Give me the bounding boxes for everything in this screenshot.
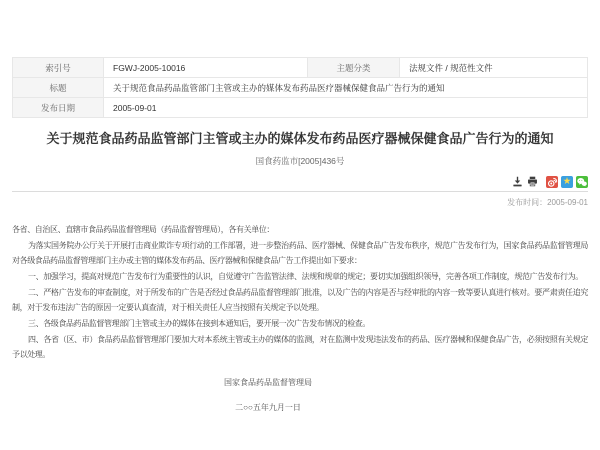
meta-label-index: 索引号 [13,58,104,78]
table-row [13,78,588,98]
table-row [13,58,588,78]
divider [12,191,588,192]
paragraph-item-3: 三、各级食品药品监督管理部门主管或主办的媒体在接到本通知后，要开展一次广告发布情况的检查。 [28,319,370,328]
meta-value-category: 法规文件 / 规范性文件 [400,58,588,78]
signature: 国家食品药品监督管理局 [224,378,312,387]
meta-label-category: 主题分类 [308,58,400,78]
document-body [12,222,588,415]
print-icon[interactable] [526,176,538,188]
meta-value-index: FGWJ-2005-10016 [104,58,308,78]
paragraph-item-1: 一、加强学习，提高对规范广告发布行为重要性的认识，自觉遵守广告监管法律、法规和规章的规定；要切实加强组织领导，完善各项工作制度，规范广告发布行为。 [28,272,583,281]
qzone-share-icon[interactable] [561,176,573,188]
publish-time-label: 发布时间： [507,198,548,207]
page-title: 关于规范食品药品监管部门主管或主办的媒体发布药品医疗器械保健食品广告行为的通知 [46,131,554,146]
toolbar [12,175,588,188]
publish-time [12,197,588,208]
paragraph-item-4: 四、各省（区、市）食品药品监督管理部门要加大对本系统主管或主办的媒体的监测，对在监测中发现违法发布的药品、医疗器械和保健食品广告，必须按照有关规定予以处理。 [12,335,588,359]
download-icon[interactable] [511,176,523,188]
signature-block [12,375,588,415]
publish-time-value: 2005-09-01 [547,198,588,207]
document-container [12,57,588,415]
paragraph-item-2: 二、严格广告发布的审查制度，对于所发布的广告是否经过食品药品监督管理部门批准，以及广告的内容是否与经审批的内容一致等要认真进行核对。要严肃责任追究制，对于发布违法广告的原因一定要认真查清，对于相关责任人应当按照有关规定予以处理。 [12,288,588,312]
table-row [13,98,588,118]
meta-label-title: 标题 [13,78,104,98]
signature-date: 二○○五年九月一日 [235,403,301,412]
document-meta-table [12,57,588,118]
weibo-share-icon[interactable] [546,176,558,188]
meta-value-title: 关于规范食品药品监管部门主管或主办的媒体发布药品医疗器械保健食品广告行为的通知 [104,78,588,98]
meta-label-date: 发布日期 [13,98,104,118]
wechat-share-icon[interactable] [576,176,588,188]
qzone-star-glyph: ★ [562,175,572,187]
paragraph-intro: 为落实国务院办公厅关于开展打击商业欺诈专项行动的工作部署，进一步整治药品、医疗器械、保健食品广告发布秩序，规范广告发布行为，国家食品药品监督管理局对各级食品药品监督管理部门主办或主管的媒体发布药品、医疗器械和保健食品广告工作提出如下要求： [12,241,588,265]
meta-value-date: 2005-09-01 [104,98,588,118]
document-number: 国食药监市[2005]436号 [255,156,345,166]
salutation: 各省、自治区、直辖市食品药品监督管理局（药品监督管理局），各有关单位： [12,225,274,234]
